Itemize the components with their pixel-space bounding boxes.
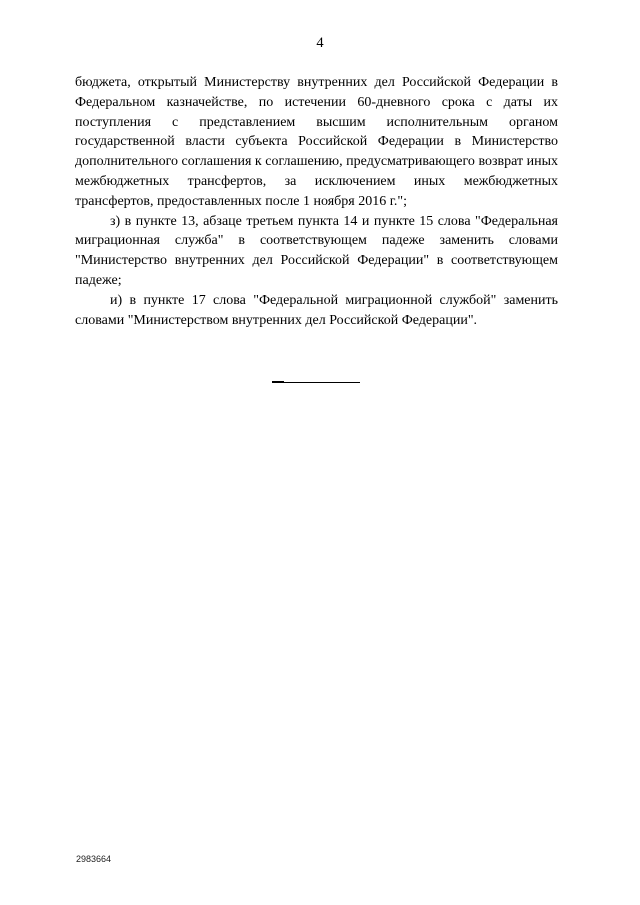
document-code: 2983664: [76, 854, 112, 864]
paragraph-text: з) в пункте 13, абзаце третьем пункта 14 и пункте 15 слова "Федеральная миграционная служба" в соответствующем падеже заменить словами "Министерство внутренних дел Российской Федерации" в соответствующем падеже;: [75, 213, 558, 288]
paragraph-budget-continuation: [75, 73, 558, 212]
end-divider-mark: [272, 381, 284, 383]
page-number: 4: [316, 35, 324, 51]
document-body: [75, 73, 558, 330]
paragraph-text: и) в пункте 17 слова "Федеральной миграционной службой" заменить словами "Министерством внутренних дел Российской Федерации".: [75, 292, 558, 328]
paragraph-text: бюджета, открытый Министерству внутренних дел Российской Федерации в Федеральном казначействе, по истечении 60-дневного срока с даты их поступления с представлением высшим исполнительным органом государственной власти субъекта Российской Федерации в Министерство дополнительного соглашения к соглашению, предусматривающего возврат иных межбюджетных трансфертов, за исключением иных межбюджетных трансфертов, предоставленных после 1 ноября 2016 г.";: [75, 75, 558, 209]
paragraph-item-i: [75, 291, 558, 331]
paragraph-item-z: [75, 212, 558, 291]
end-divider-line: [272, 382, 360, 383]
